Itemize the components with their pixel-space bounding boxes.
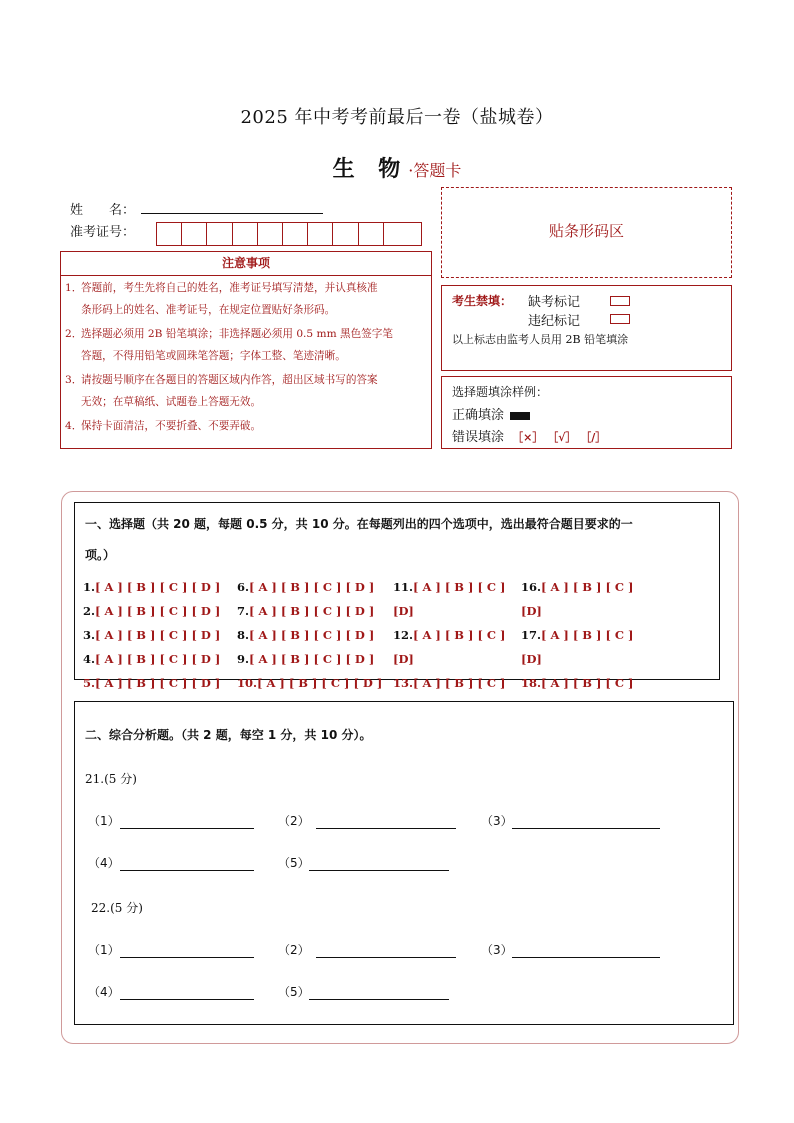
note-item-3: 3．请按题号顺序在各题目的答题区域内作答，超出区域书写的答案 无效；在草稿纸、试题卷上答题无效。: [65, 374, 378, 408]
q22-blank-5-label: （5）: [278, 985, 310, 999]
choice-section: [74, 502, 720, 690]
correct-fill-sample: [510, 412, 530, 420]
q22-blank-4-label: （4）: [88, 985, 120, 999]
choice-section-title-2: 项。）: [85, 548, 116, 562]
q21-blank-1[interactable]: [120, 812, 254, 829]
question-9[interactable]: 9.[ A ] [ B ] [ C ] [ D ]: [237, 652, 375, 666]
question-1[interactable]: 1.[ A ] [ B ] [ C ] [ D ]: [83, 580, 221, 594]
proctor-panel: [441, 285, 732, 371]
question-22-label: 22.(5 分): [91, 901, 143, 915]
question-11[interactable]: 11.[ A ] [ B ] [ C ]: [393, 580, 506, 594]
proctor-note: 以上标志由监考人员用 2B 铅笔填涂: [452, 333, 629, 346]
choice-section-title-1: 一、选择题（共 20 题，每题 0.5 分，共 10 分。在每题列出的四个选项中，选出最符合题目要求的一: [85, 517, 633, 531]
note-item-1: 1．答题前，考生先将自己的姓名，准考证号填写清楚，并认真核准 条形码上的姓名、准考证号，在规定位置贴好条形码。: [65, 282, 378, 316]
note-item-2: 2．选择题必须用 2B 铅笔填涂；非选择题必须用 0.5 mm 黑色签字笔 答题，不得用铅笔或圆珠笔答题；字体工整、笔迹清晰。: [65, 328, 393, 362]
q21-blank-4-label: （4）: [88, 856, 120, 870]
question-17[interactable]: 17.[ A ] [ B ] [ C ]: [521, 628, 634, 642]
proctor-label: 考生禁填：: [452, 294, 513, 308]
question-11-d[interactable]: [D]: [393, 604, 414, 618]
q21-blank-4[interactable]: [120, 854, 254, 871]
q22-blank-5[interactable]: [309, 983, 449, 1000]
barcode-area: [441, 187, 732, 278]
violation-label: 违纪标记: [528, 314, 581, 329]
q21-blank-5-label: （5）: [278, 856, 310, 870]
absent-mark-box[interactable]: [610, 296, 630, 306]
violation-mark-box[interactable]: [610, 314, 630, 324]
page-subtitle: [0, 152, 794, 183]
id-label: 准考证号：: [70, 225, 136, 240]
q21-blank-2[interactable]: [316, 812, 456, 829]
q21-blank-3-label: （3）: [481, 814, 513, 828]
q22-blank-4[interactable]: [120, 983, 254, 1000]
q22-blank-2-label: （2）: [278, 943, 310, 957]
q22-blank-1-label: （1）: [88, 943, 120, 957]
q21-blank-2-label: （2）: [278, 814, 310, 828]
absent-label: 缺考标记: [528, 295, 581, 310]
note-item-4: 4．保持卡面清洁，不要折叠、不要弄破。: [65, 420, 262, 432]
name-field[interactable]: [141, 199, 323, 214]
question-21-label: 21.(5 分): [85, 772, 137, 786]
analysis-section: [74, 701, 734, 1025]
q21-blank-3[interactable]: [512, 812, 660, 829]
notes-heading: 注意事项: [61, 252, 431, 276]
correct-fill-label: 正确填涂: [452, 408, 505, 423]
question-12-d[interactable]: [D]: [393, 652, 414, 666]
answer-card-label: ·答题卡: [408, 161, 462, 180]
question-17-d[interactable]: [D]: [521, 652, 542, 666]
fill-example-panel: [441, 376, 732, 449]
name-label: 姓 名：: [70, 203, 136, 218]
choice-col-2: 6.[ A ] [ B ] [ C ] [ D ] 7.[ A ] [ B ] [ C ] [ D ] 8.[ A ] [ B ] [ C ] [ D ] 9.[ A ] [ B ] [ C ] [ D ] 10.[ A ] [ B ] [ C ] [ D ]: [237, 575, 382, 695]
question-16[interactable]: 16.[ A ] [ B ] [ C ]: [521, 580, 634, 594]
question-2[interactable]: 2.[ A ] [ B ] [ C ] [ D ]: [83, 604, 221, 618]
question-16-d[interactable]: [D]: [521, 604, 542, 618]
analysis-section-title: 二、综合分析题。（共 2 题，每空 1 分，共 10 分）。: [85, 728, 372, 742]
choice-col-1: 1.[ A ] [ B ] [ C ] [ D ] 2.[ A ] [ B ] [ C ] [ D ] 3.[ A ] [ B ] [ C ] [ D ] 4.[ A ] [ B ] [ C ] [ D ] 5.[ A ] [ B ] [ C ] [ D ]: [83, 575, 220, 695]
question-3[interactable]: 3.[ A ] [ B ] [ C ] [ D ]: [83, 628, 221, 642]
fill-example-title: 选择题填涂样例：: [452, 385, 549, 399]
q21-blank-5[interactable]: [309, 854, 449, 871]
subject-label: 生 物: [332, 156, 409, 182]
choice-col-4: 16.[ A ] [ B ] [ C ] [D] 17.[ A ] [ B ] [ C ] [D] 18.[ A ] [ B ] [ C ]: [521, 575, 634, 695]
barcode-label: 贴条形码区: [548, 222, 624, 240]
question-6[interactable]: 6.[ A ] [ B ] [ C ] [ D ]: [237, 580, 375, 594]
question-12[interactable]: 12.[ A ] [ B ] [ C ]: [393, 628, 506, 642]
q22-blank-1[interactable]: [120, 941, 254, 958]
question-8[interactable]: 8.[ A ] [ B ] [ C ] [ D ]: [237, 628, 375, 642]
choice-col-3: 11.[ A ] [ B ] [ C ] [D] 12.[ A ] [ B ] [ C ] [D] 13.[ A ] [ B ] [ C ]: [393, 575, 506, 695]
q22-blank-2[interactable]: [316, 941, 456, 958]
wrong-fill-samples: ［×］ ［√］ ［/］: [512, 431, 607, 444]
notes-panel: [60, 251, 432, 449]
q22-blank-3[interactable]: [512, 941, 660, 958]
q22-blank-3-label: （3）: [481, 943, 513, 957]
question-4[interactable]: 4.[ A ] [ B ] [ C ] [ D ]: [83, 652, 221, 666]
q21-blank-1-label: （1）: [88, 814, 120, 828]
id-number-boxes[interactable]: [156, 222, 422, 246]
page-title: 2025 年中考考前最后一卷（盐城卷）: [240, 107, 554, 128]
wrong-fill-label: 错误填涂: [452, 430, 505, 445]
question-7[interactable]: 7.[ A ] [ B ] [ C ] [ D ]: [237, 604, 375, 618]
